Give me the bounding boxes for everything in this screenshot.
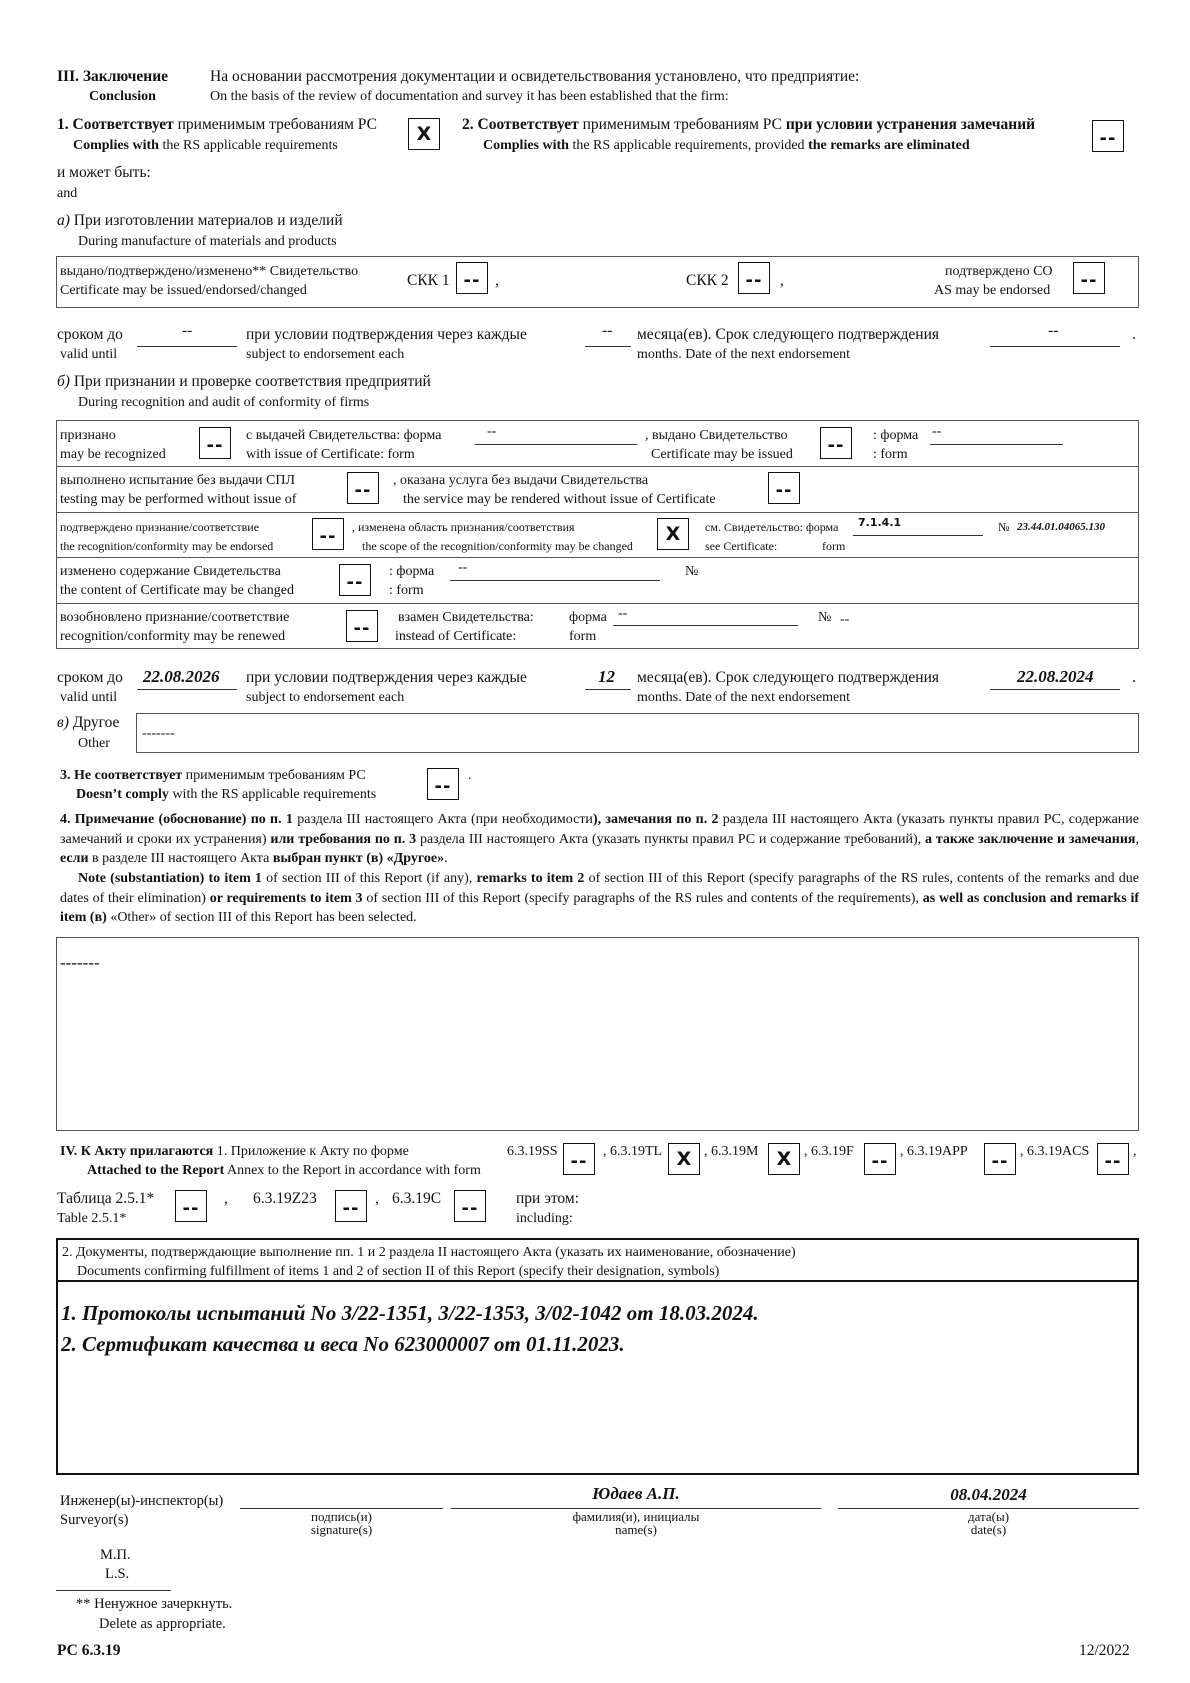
- ls-label: М.П.: [100, 1547, 131, 1563]
- co-label: подтверждено СО: [945, 264, 1053, 279]
- part-a-period: .: [1132, 326, 1136, 343]
- form-tl-label: , 6.3.19TL: [603, 1144, 663, 1159]
- see-form-line: [853, 535, 983, 536]
- footnote-en: Delete as appropriate.: [99, 1616, 226, 1632]
- part-a-cond: при условии подтверждения через каждые: [246, 326, 527, 343]
- changed-form-line: [450, 580, 660, 581]
- see-form-value[interactable]: 7.1.4.1: [858, 516, 902, 529]
- table-comma: ,: [224, 1190, 228, 1207]
- issue-form-value[interactable]: --: [487, 424, 497, 439]
- item4-note-en: [60, 869, 1139, 928]
- ru-run: или требования по п. 3: [270, 831, 417, 847]
- docs-line-1[interactable]: 1. Протоколы испытаний No 3/22-1351, 3/22-1353, 3/02-1042 от 18.03.2024.: [61, 1301, 759, 1325]
- edition: 12/2022: [1079, 1642, 1130, 1659]
- changed-label-en: the content of Certificate may be changed: [60, 583, 295, 598]
- name-caption-en: name(s): [615, 1522, 657, 1537]
- part-c-title-en: Other: [78, 736, 110, 751]
- form-label-en: : form: [873, 447, 908, 462]
- en-run: Note (substantiation) to item 1: [78, 871, 262, 886]
- issued-checkbox[interactable]: --: [820, 427, 852, 459]
- skk1-comma: ,: [495, 272, 499, 289]
- ru-run: раздела III настоящего Акта (указать пункты правил РС, содержание замечаний и сроки их устранения): [60, 812, 1140, 847]
- part-b-title: б) При признании и проверке соответствия предприятий: [57, 373, 431, 390]
- part-b-next-line: [990, 689, 1120, 690]
- form-m-checkbox[interactable]: X: [768, 1143, 800, 1175]
- instead-form-label: форма: [569, 610, 607, 625]
- confirm-label-en: the recognition/conformity may be endorsed: [60, 539, 274, 553]
- including-label-en: including:: [516, 1211, 573, 1226]
- part-b-divider-4: [56, 603, 1139, 604]
- docs-header-en: Documents confirming fulfillment of items 1 and 2 of section II of this Report (specify their designation, symbols): [77, 1264, 720, 1279]
- issued-label: , выдано Свидетельство: [645, 428, 788, 443]
- part-a-valid: сроком до: [57, 326, 123, 343]
- docs-line-2[interactable]: 2. Сертификат качества и веса No 623000007 от 01.11.2023.: [61, 1332, 625, 1356]
- part-c-field[interactable]: [136, 713, 1139, 753]
- skk1-label: СКК 1: [407, 272, 450, 289]
- changed-label: изменено содержание Свидетельства: [60, 564, 281, 579]
- test-label-en: testing may be performed without issue of: [60, 492, 297, 507]
- part-a-months: месяца(ев). Срок следующего подтверждения: [637, 326, 940, 343]
- changed-checkbox[interactable]: --: [339, 564, 371, 596]
- changed-form-value[interactable]: --: [458, 560, 468, 575]
- part-b-cond-line: [585, 689, 631, 690]
- part-b-divider-2: [56, 512, 1139, 513]
- ru-run: а также заключение и замечания: [925, 831, 1136, 847]
- form-ss-label: 6.3.19SS: [507, 1144, 558, 1159]
- recog-label: признано: [60, 428, 116, 443]
- section4-heading: IV. К Акту прилагаются 1. Приложение к Акту по форме: [60, 1144, 409, 1159]
- surveyor-label: Инженер(ы)-инспектор(ы): [60, 1493, 224, 1509]
- instead-form-label-en: form: [569, 629, 597, 644]
- issue-label: с выдачей Свидетельства: форма: [246, 428, 442, 443]
- form-value[interactable]: --: [932, 424, 942, 439]
- and-label: и может быть:: [57, 164, 151, 181]
- service-label: , оказана услуга без выдачи Свидетельства: [393, 473, 649, 488]
- ru-run: 4. Примечание (обоснование) по п. 1: [60, 812, 293, 827]
- see-no-label: №: [998, 520, 1010, 534]
- changed-form-label: : форма: [389, 564, 435, 579]
- item3-label: 3. Не соответствует применимым требованиям РС: [60, 768, 366, 783]
- item2-label-en: Complies with the RS applicable requirements, provided the remarks are eliminated: [483, 138, 970, 153]
- part-b-cond: при условии подтверждения через каждые: [246, 669, 527, 686]
- see-no-value[interactable]: 23.44.01.04065.130: [1017, 521, 1105, 533]
- part-b-divider-3: [56, 557, 1139, 558]
- en-run: «Other» of section III of this Report has been selected.: [106, 910, 417, 925]
- changed-no-label: №: [685, 564, 699, 579]
- and-label-en: and: [57, 186, 78, 201]
- skk2-comma: ,: [780, 272, 784, 289]
- z23-checkbox[interactable]: --: [335, 1190, 367, 1222]
- part-b-next-value[interactable]: 22.08.2024: [1017, 667, 1094, 686]
- item3-period: .: [468, 768, 472, 783]
- issue-form-line: [475, 444, 637, 445]
- scope-checkbox[interactable]: X: [657, 518, 689, 550]
- part-b-valid: сроком до: [57, 669, 123, 686]
- ru-run: раздела III настоящего Акта (указать пункты правил РС и содержание требований),: [416, 831, 925, 847]
- part-c-value[interactable]: -------: [142, 726, 175, 741]
- surveyor-label-en: Surveyor(s): [60, 1512, 129, 1528]
- part-b-cond-value[interactable]: 12: [598, 667, 615, 686]
- section3-intro-en: On the basis of the review of documentation and survey it has been established that the firm:: [210, 89, 729, 104]
- including-label: при этом:: [516, 1190, 580, 1207]
- ru-run: в разделе III настоящего Акта: [88, 851, 273, 866]
- date-caption-en: date(s): [970, 1522, 1007, 1537]
- signature-date[interactable]: 08.04.2024: [950, 1485, 1027, 1504]
- issued-label-en: Certificate may be issued: [651, 447, 793, 462]
- part-a-next-line: [990, 346, 1120, 347]
- service-checkbox[interactable]: --: [768, 472, 800, 504]
- c-checkbox[interactable]: --: [454, 1190, 486, 1222]
- confirm-label: подтверждено признание/соответствие: [60, 520, 260, 534]
- skk2-checkbox[interactable]: --: [738, 262, 770, 294]
- name-caption: фамилия(и), инициалы: [572, 1509, 700, 1524]
- co-label-en: AS may be endorsed: [934, 283, 1051, 298]
- z23-comma: ,: [375, 1190, 379, 1207]
- part-b-months: месяца(ев). Срок следующего подтверждения: [637, 669, 940, 686]
- renew-label: возобновлено признание/соответствие: [60, 610, 290, 625]
- part-b-valid-en: valid until: [60, 690, 118, 705]
- instead-no-value[interactable]: --: [840, 612, 850, 627]
- issue-label-en: with issue of Certificate: form: [246, 447, 415, 462]
- form-acs-checkbox[interactable]: --: [1097, 1143, 1129, 1175]
- en-run: of section III of this Report (specify paragraphs of the RS rules and contents of the requirements),: [362, 890, 923, 906]
- form-ss-checkbox[interactable]: --: [563, 1143, 595, 1175]
- form-tl-checkbox[interactable]: X: [668, 1143, 700, 1175]
- c-label: 6.3.19C: [392, 1190, 442, 1207]
- footnote: ** Ненужное зачеркнуть.: [76, 1596, 233, 1612]
- part-a-cond-line: [585, 346, 631, 347]
- part-a-valid-en: valid until: [60, 347, 118, 362]
- part-a-cond-en: subject to endorsement each: [246, 347, 405, 362]
- ru-run: выбран пункт (в) «Другое»: [272, 851, 445, 866]
- form-app-label: , 6.3.19APP: [900, 1144, 968, 1159]
- renew-checkbox[interactable]: --: [346, 610, 378, 642]
- item3-checkbox[interactable]: --: [427, 768, 459, 800]
- form-app-checkbox[interactable]: --: [984, 1143, 1016, 1175]
- renew-label-en: recognition/conformity may be renewed: [60, 629, 286, 644]
- part-a-valid-value[interactable]: --: [182, 322, 193, 339]
- en-run: remarks to item 2: [476, 871, 585, 886]
- recog-checkbox[interactable]: --: [199, 427, 231, 459]
- scope-label: , изменена область признания/соответствия: [352, 520, 575, 534]
- section4-heading-en: Attached to the Report Annex to the Report in accordance with form: [87, 1163, 481, 1178]
- part-b-cond-en: subject to endorsement each: [246, 690, 405, 705]
- en-run: of section III of this Report (specify paragraphs of the RS rules, contents of the remarks and due dates of their elimination): [60, 871, 1140, 906]
- docs-header: 2. Документы, подтверждающие выполнение пп. 1 и 2 раздела II настоящего Акта (указать их наименование, обозначение): [62, 1245, 796, 1260]
- section3-intro: На основании рассмотрения документации и освидетельствования установлено, что предприятие:: [210, 68, 860, 85]
- part-b-valid-line: [137, 689, 237, 690]
- part-a-issued-en: Certificate may be issued/endorsed/changed: [60, 283, 307, 298]
- en-run: as well as conclusion and remarks if item (в): [60, 890, 1139, 925]
- form-acs-comma: ,: [1133, 1144, 1137, 1159]
- en-run: or requirements to item 3: [209, 890, 363, 906]
- instead-label: взамен Свидетельства:: [398, 610, 534, 625]
- form-m-label: , 6.3.19M: [704, 1144, 759, 1159]
- ru-run: .: [444, 851, 448, 866]
- part-b-title-en: During recognition and audit of conformity of firms: [78, 395, 370, 410]
- see-cert-label: см. Свидетельство: форма: [705, 520, 839, 534]
- ru-run: ,: [1135, 831, 1139, 847]
- part-b-months-en: months. Date of the next endorsement: [637, 690, 851, 705]
- changed-form-label-en: : form: [389, 583, 424, 598]
- test-label: выполнено испытание без выдачи СПЛ: [60, 473, 295, 488]
- ls-label-en: L.S.: [105, 1566, 130, 1582]
- part-a-cond-value[interactable]: --: [602, 322, 613, 339]
- part-b-valid-value[interactable]: 22.08.2026: [143, 667, 220, 686]
- item2-label: 2. Соответствует применимым требованиям РС при условии устранения замечаний: [462, 116, 1036, 133]
- part-c-title: в) Другое: [57, 714, 120, 731]
- footnote-rule: [56, 1590, 171, 1591]
- signature-caption-en: signature(s): [310, 1522, 373, 1537]
- instead-label-en: instead of Certificate:: [395, 629, 517, 644]
- part-b-period: .: [1132, 669, 1136, 686]
- item1-checkbox[interactable]: X: [408, 118, 440, 150]
- part-a-title-en: During manufacture of materials and products: [78, 234, 337, 249]
- form-acs-label: , 6.3.19ACS: [1020, 1144, 1090, 1159]
- skk1-checkbox[interactable]: --: [456, 262, 488, 294]
- item3-label-en: Doesn’t comply with the RS applicable requirements: [76, 787, 377, 802]
- see-cert-label-en: see Certificate:: [705, 539, 778, 553]
- recog-label-en: may be recognized: [60, 447, 166, 462]
- item4-value[interactable]: -------: [60, 953, 100, 972]
- ru-run: ), замечания по п. 2: [592, 812, 719, 827]
- z23-label: 6.3.19Z23: [253, 1190, 317, 1207]
- see-form-label-en: form: [822, 539, 846, 553]
- part-b-divider-1: [56, 466, 1139, 467]
- form-label: : форма: [873, 428, 919, 443]
- form-f-checkbox[interactable]: --: [864, 1143, 896, 1175]
- part-a-issued: выдано/подтверждено/изменено** Свидетельство: [60, 264, 359, 279]
- instead-form-value[interactable]: --: [618, 606, 628, 621]
- part-a-valid-line: [137, 346, 237, 347]
- surveyor-name[interactable]: Юдаев А.П.: [592, 1484, 680, 1503]
- instead-no-label: №: [818, 610, 832, 625]
- ru-run: если: [60, 851, 89, 866]
- table-checkbox[interactable]: --: [175, 1190, 207, 1222]
- co-checkbox[interactable]: --: [1073, 262, 1105, 294]
- item4-note-ru: [60, 810, 1139, 869]
- form-f-label: , 6.3.19F: [804, 1144, 854, 1159]
- ru-run: раздела III настоящего Акта (при необходимости: [292, 812, 593, 827]
- item1-label: 1. Соответствует применимым требованиям РС: [57, 116, 377, 133]
- part-a-next-value[interactable]: --: [1048, 322, 1059, 339]
- item2-checkbox[interactable]: --: [1092, 120, 1124, 152]
- instead-form-line: [613, 625, 798, 626]
- part-a-title: а) При изготовлении материалов и изделий: [57, 212, 343, 229]
- form-code: РС 6.3.19: [57, 1642, 121, 1659]
- en-run: of section III of this Report (if any),: [261, 871, 477, 886]
- section3-heading: III. Заключение: [57, 68, 169, 85]
- signature-caption: подпись(и): [311, 1509, 372, 1524]
- test-checkbox[interactable]: --: [347, 472, 379, 504]
- section3-heading-en: Conclusion: [89, 89, 156, 104]
- form-line: [930, 444, 1063, 445]
- table-label: Таблица 2.5.1*: [57, 1190, 155, 1207]
- part-a-months-en: months. Date of the next endorsement: [637, 347, 851, 362]
- date-caption: дата(ы): [967, 1509, 1010, 1524]
- item1-label-en: Complies with the RS applicable requirements: [73, 138, 338, 153]
- table-label-en: Table 2.5.1*: [57, 1211, 127, 1226]
- skk2-label: СКК 2: [686, 272, 729, 289]
- item4-field[interactable]: [56, 937, 1139, 1131]
- scope-label-en: the scope of the recognition/conformity may be changed: [362, 539, 633, 553]
- service-label-en: the service may be rendered without issue of Certificate: [403, 492, 716, 507]
- confirm-checkbox[interactable]: --: [312, 518, 344, 550]
